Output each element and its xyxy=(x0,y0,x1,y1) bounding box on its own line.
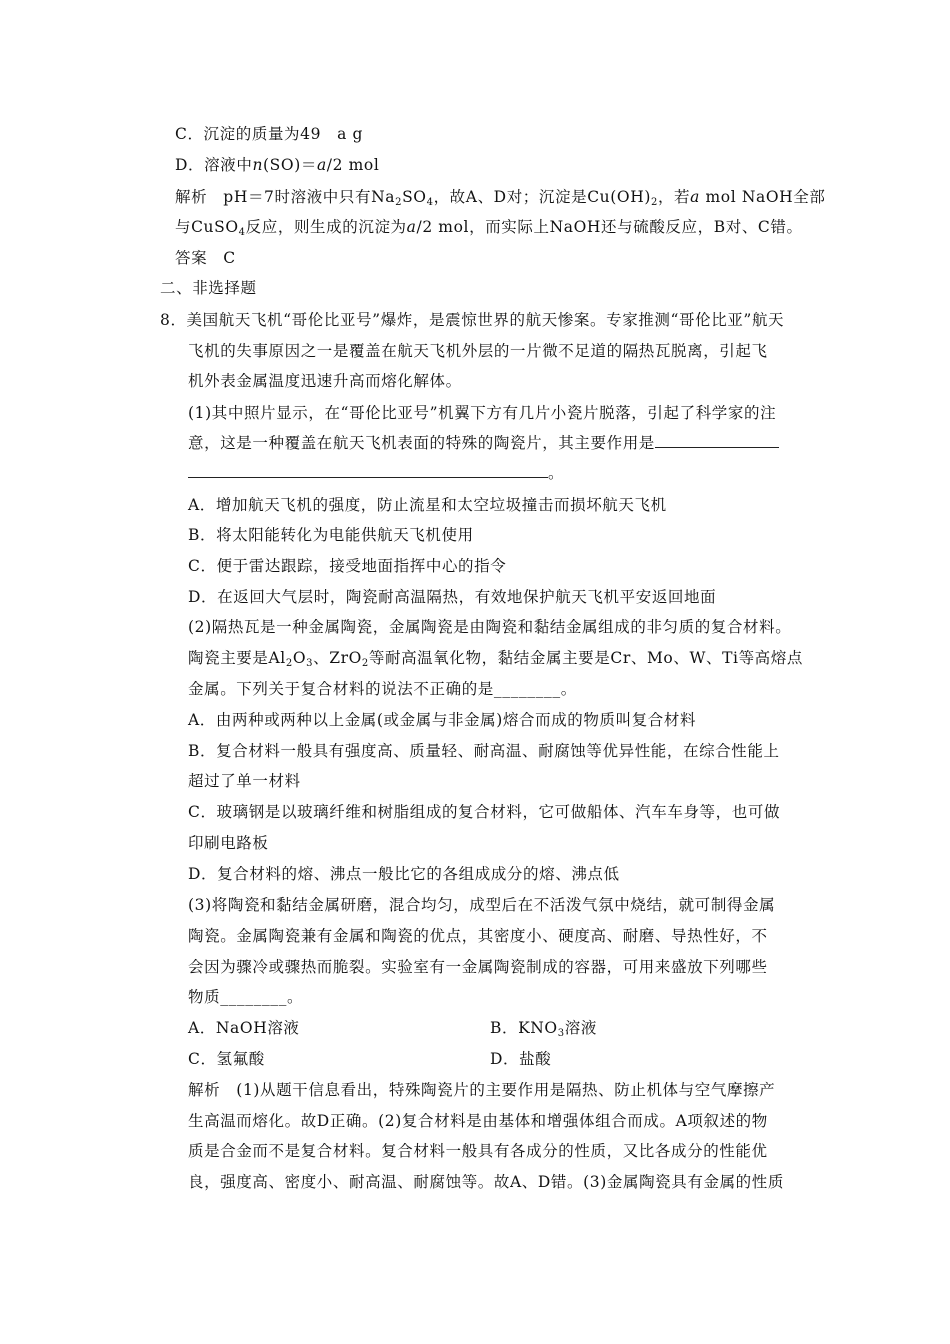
part2-option-a: A．由两种或两种以上金属(或金属与非金属)熔合而成的物质叫复合材料 xyxy=(188,711,697,729)
answer-blank xyxy=(655,433,779,448)
section-heading: 二、非选择题 xyxy=(160,279,257,297)
analysis-q8-line2: 生高温而熔化。故D正确。(2)复合材料是由基体和增强体组合而成。A项叙述的物 xyxy=(188,1112,768,1130)
part2-option-c-line1: C．玻璃钢是以玻璃纤维和树脂组成的复合材料，它可做船体、汽车车身等，也可做 xyxy=(188,803,781,821)
option-c-q7: C．沉淀的质量为49 a g xyxy=(175,125,364,143)
part1-line2: 意，这是一种覆盖在航天飞机表面的特殊的陶瓷片，其主要作用是 xyxy=(188,433,779,453)
part1-option-d: D．在返回大气层时，陶瓷耐高温隔热，有效地保护航天飞机平安返回地面 xyxy=(188,588,717,606)
part3-option-b: B．$KNO_3$溶液 xyxy=(490,1019,597,1039)
answer-q7: 答案 C xyxy=(175,249,236,267)
part3-option-a: A．NaOH溶液 xyxy=(188,1019,300,1037)
analysis-q7-line1: 解析 pH＝7时溶液中只有$Na_2SO_4$，故A、D对；沉淀是$Cu(OH)_2$，若a mol NaOH全部 xyxy=(175,188,826,208)
option-d-q7: D．溶液中n(SO)＝a/2 mol xyxy=(175,156,380,174)
part2-line2: 陶瓷主要是$Al_2O_3$、ZrO$_2$等耐高温氧化物，黏结金属主要是Cr、Mo、W、Ti等高熔点 xyxy=(188,649,803,669)
question-8-stem-line2: 飞机的失事原因之一是覆盖在航天飞机外层的一片微不足道的隔热瓦脱离，引起飞 xyxy=(188,342,768,360)
answer-blank xyxy=(188,463,548,478)
part3-line2: 陶瓷。金属陶瓷兼有金属和陶瓷的优点，其密度小、硬度高、耐磨、导热性好，不 xyxy=(188,927,768,945)
part1-option-c: C．便于雷达跟踪，接受地面指挥中心的指令 xyxy=(188,557,507,575)
part3-line3: 会因为骤冷或骤热而脆裂。实验室有一金属陶瓷制成的容器，可用来盛放下列哪些 xyxy=(188,958,768,976)
analysis-q7-line2: 与CuSO$_4$反应，则生成的沉淀为a/2 mol，而实际上NaOH还与硫酸反应，B对、C错。 xyxy=(175,218,803,238)
part1-option-a: A．增加航天飞机的强度，防止流星和太空垃圾撞击而损坏航天飞机 xyxy=(188,496,667,514)
part2-option-b-line2: 超过了单一材料 xyxy=(188,772,301,790)
part3-line1: (3)将陶瓷和黏结金属研磨，混合均匀，成型后在不活泼气氛中烧结，就可制得金属 xyxy=(188,896,776,914)
part1-line1: (1)其中照片显示，在“哥伦比亚号”机翼下方有几片小瓷片脱落，引起了科学家的注 xyxy=(188,404,777,422)
part1-option-b: B．将太阳能转化为电能供航天飞机使用 xyxy=(188,526,474,544)
part2-option-d: D．复合材料的熔、沸点一般比它的各组成成分的熔、沸点低 xyxy=(188,865,620,883)
part2-line1: (2)隔热瓦是一种金属陶瓷，金属陶瓷是由陶瓷和黏结金属组成的非匀质的复合材料。 xyxy=(188,618,792,636)
analysis-q8-line1: 解析 (1)从题干信息看出，特殊陶瓷片的主要作用是隔热、防止机体与空气摩擦产 xyxy=(188,1081,776,1099)
analysis-q8-line4: 良，强度高、密度小、耐高温、耐腐蚀等。故A、D错。(3)金属陶瓷具有金属的性质 xyxy=(188,1173,784,1191)
analysis-q8-line3: 质是合金而不是复合材料。复合材料一般具有各成分的性质，又比各成分的性能优 xyxy=(188,1142,768,1160)
question-8-stem-line1: 8．美国航天飞机“哥伦比亚号”爆炸，是震惊世界的航天惨案。专家推测“哥伦比亚”航天 xyxy=(160,311,785,329)
part2-option-c-line2: 印刷电路板 xyxy=(188,834,269,852)
part1-line3: 。 xyxy=(188,463,564,483)
part2-option-b-line1: B．复合材料一般具有强度高、质量轻、耐高温、耐腐蚀等优异性能，在综合性能上 xyxy=(188,742,780,760)
part3-option-d: D．盐酸 xyxy=(490,1050,552,1068)
part3-option-c: C．氢氟酸 xyxy=(188,1050,265,1068)
question-8-stem-line3: 机外表金属温度迅速升高而熔化解体。 xyxy=(188,372,462,390)
part2-line3: 金属。下列关于复合材料的说法不正确的是________。 xyxy=(188,680,577,698)
part3-line4: 物质________。 xyxy=(188,988,304,1006)
